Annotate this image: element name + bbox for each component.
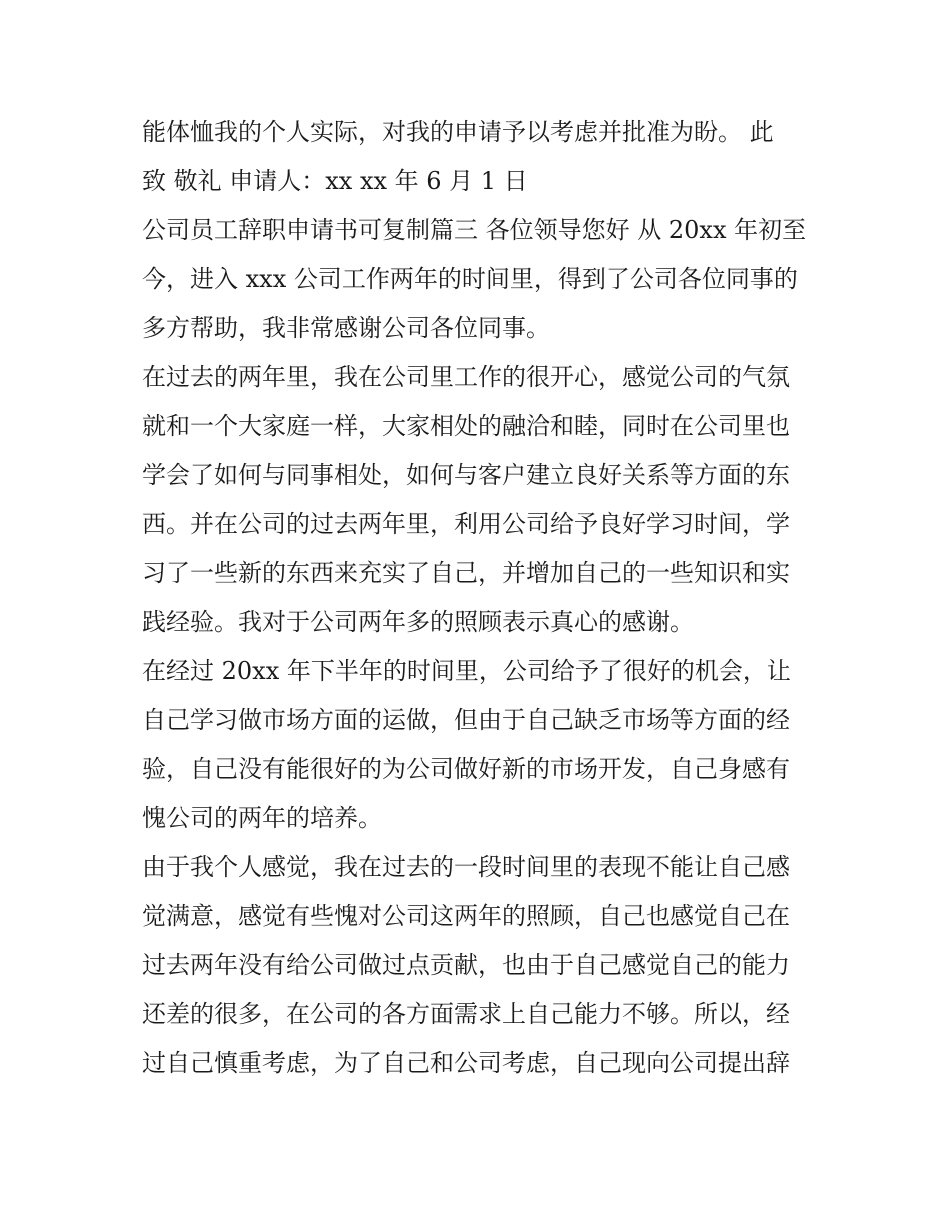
text-line: 就和一个大家庭一样，大家相处的融洽和睦，同时在公司里也 [142,412,790,440]
text-line: 自己学习做市场方面的运做，但由于自己缺乏市场等方面的经 [142,706,790,734]
text-line: 由于我个人感觉，我在过去的一段时间里的表现不能让自己感 [142,853,790,881]
text-line: 学会了如何与同事相处，如何与客户建立良好关系等方面的东 [142,461,790,489]
text-line: 公司员工辞职申请书可复制篇三 各位领导您好 从 20xx 年初至 [142,216,807,244]
paragraph-market-work [142,647,814,843]
text-line: 能体恤我的个人实际，对我的申请予以考虑并批准为盼。 此 [142,118,774,146]
text-line: 验，自己没有能很好的为公司做好新的市场开发，自己身感有 [142,755,790,783]
paragraph-reason [142,843,814,1088]
text-line: 在经过 20xx 年下半年的时间里，公司给予了很好的机会，让 [142,657,791,685]
text-line: 习了一些新的东西来充实了自己，并增加自己的一些知识和实 [142,559,790,587]
paragraph-past-two-years [142,353,814,647]
text-line: 致 敬礼 申请人：xx xx 年 6 月 1 日 [142,167,528,195]
text-line: 愧公司的两年的培养。 [142,804,382,832]
text-line: 过去两年没有给公司做过点贡献，也由于自己感觉自己的能力 [142,951,790,979]
document-body [142,108,814,1088]
text-line: 过自己慎重考虑，为了自己和公司考虑，自己现向公司提出辞 [142,1049,790,1077]
text-line: 西。并在公司的过去两年里，利用公司给予良好学习时间，学 [142,510,790,538]
text-line: 觉满意，感觉有些愧对公司这两年的照顾，自己也感觉自己在 [142,902,790,930]
paragraph-closing [142,108,814,206]
text-line: 在过去的两年里，我在公司里工作的很开心，感觉公司的气氛 [142,363,790,391]
text-line: 还差的很多，在公司的各方面需求上自己能力不够。所以，经 [142,1000,790,1028]
paragraph-intro [142,206,814,353]
text-line: 践经验。我对于公司两年多的照顾表示真心的感谢。 [142,608,694,636]
text-line: 多方帮助，我非常感谢公司各位同事。 [142,314,550,342]
text-line: 今，进入 xxx 公司工作两年的时间里，得到了公司各位同事的 [142,265,798,293]
